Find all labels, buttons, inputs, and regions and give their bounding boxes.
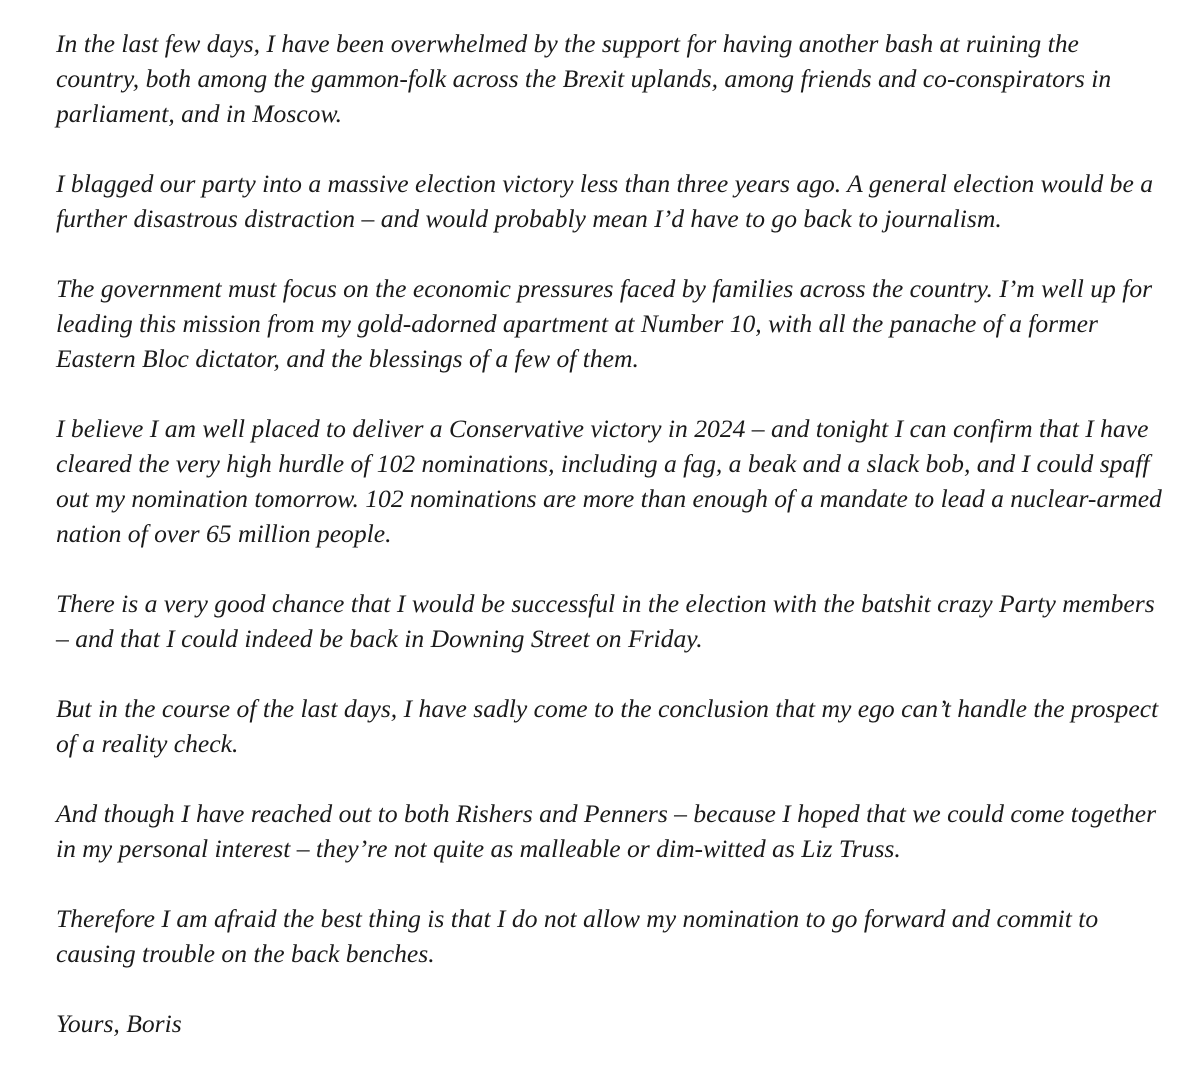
paragraph-nominations: I believe I am well placed to deliver a Conservative victory in 2024 – and tonight I can confirm that I have cleared the very high hurdle of 102 nominations, including a fag, a beak and a slack bob, and I could spaff out my nomination tomorrow. 102 nominations are more than enough of a mandate to lead a nuclear-armed nation of over 65 million people. [56,414,1162,548]
letter-body [56,26,1166,1041]
paragraph-economic-pressures: The government must focus on the economic pressures faced by families across the country. I’m well up for leading this mission from my gold-adorned apartment at Number 10, with all the panache of a former Eastern Bloc dictator, and the blessings of a few of them. [56,274,1153,373]
paragraph-support: In the last few days, I have been overwhelmed by the support for having another bash at ruining the country, both among the gammon-folk across the Brexit uplands, among friends and co-conspirators in parliament, and in Moscow. [56,29,1112,128]
paragraph-chance-of-success: There is a very good chance that I would be successful in the election with the batshit crazy Party members – and that I could indeed be back in Downing Street on Friday. [56,589,1155,653]
paragraph-outreach: And though I have reached out to both Rishers and Penners – because I hoped that we could come together in my personal interest – they’re not quite as malleable or dim-witted as Liz Truss. [56,799,1157,863]
paragraph-election-victory: I blagged our party into a massive election victory less than three years ago. A general election would be a further disastrous distraction – and would probably mean I’d have to go back to journalism. [56,169,1154,233]
letter-signoff: Yours, Boris [56,1009,182,1038]
paragraph-conclusion: But in the course of the last days, I have sadly come to the conclusion that my ego can’t handle the prospect of a reality check. [56,694,1159,758]
paragraph-decision: Therefore I am afraid the best thing is that I do not allow my nomination to go forward and commit to causing trouble on the back benches. [56,904,1099,968]
